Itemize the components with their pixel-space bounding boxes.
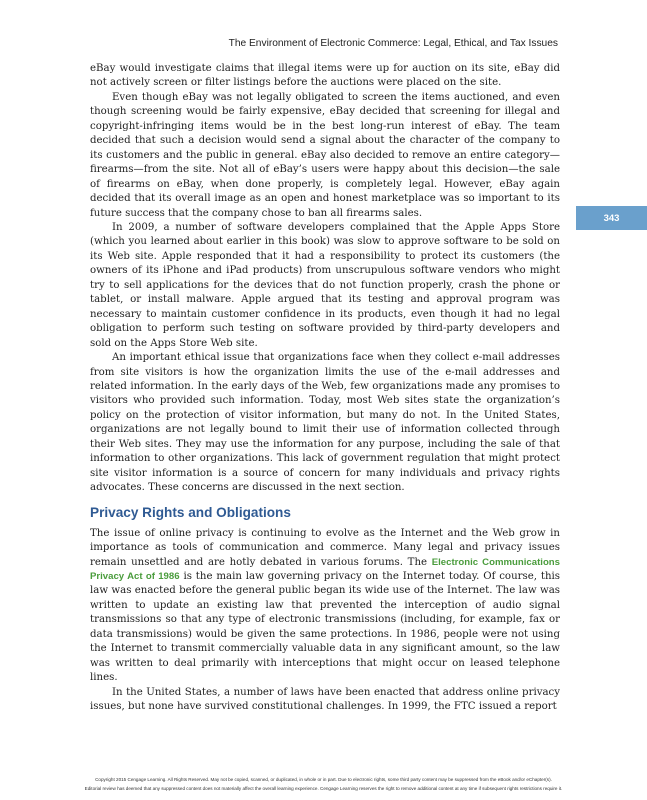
paragraph-us-laws: In the United States, a number of laws have been enacted that address online privacy issues, but none have survived constitutional challenges. In 1999, the FTC issued a report <box>90 686 560 713</box>
section-heading: Privacy Rights and Obligations <box>90 504 291 520</box>
copyright-footer <box>0 776 647 793</box>
paragraph-apple-apps-store: In 2009, a number of software developers complained that the Apple Apps Store (which you learned about earlier in this book) was slow to approve software to be sold on its Web site. Apple responded that it had a responsibility to protect its customers (the owners of its iPhone and iPad products) from unscrupulous software vendors who might try to sell applications for the devices that do not function properly, crash the phone or tablet, or install malware. Apple argued that its testing and approval program was necessary to maintain customer confidence in its products, even though it had no legal obligation to perform such testing on software provided by third-party developers and sold on the Apps Store Web site. <box>90 221 560 349</box>
page-number: 343 <box>603 212 620 224</box>
paragraph-ebay-screening: Even though eBay was not legally obligated to screen the items auctioned, and even though screening would be fairly expensive, eBay decided that screening for illegal and copyright-infringing items would be in the best long-run interest of eBay. The team decided that such a decision would send a signal about the character of the company to its customers and the public in general. eBay also decided to remove an entire category—firearms—from the site. Not all of eBay’s users were happy about this decision—the sale of firearms on eBay, when done properly, is completely legal. However, eBay again decided that its overall image as an open and honest marketplace was so important to its future success that the company chose to ban all firearms sales. <box>90 91 560 219</box>
privacy-text-before: The issue of online privacy is continuing to evolve as the Internet and the Web grow in importance as tools of communication and commerce. Many legal and privacy issues remain unsettled and are hotly debated in various forums. The <box>90 527 560 568</box>
copyright-line-2: Editorial review has deemed that any suppressed content does not materially affect the overall learning experience. Cengage Learning reserves the right to remove additional content at any time if subsequent rights restrictions require it. <box>84 785 563 791</box>
running-header: The Environment of Electronic Commerce: Legal, Ethical, and Tax Issues <box>228 38 558 49</box>
privacy-text-after: is the main law governing privacy on the Internet today. Of course, this law was enacted before the general public began its wide use of the Internet. The law was written to update an existing law that prevented the interception of audio signal transmissions so that any type of electronic transmissions (including, for example, fax or data transmissions) would be given the same protections. In 1986, people were not using the Internet to transmit commercially valuable data in any significant amount, so the law was written to deal primarily with interceptions that might occur on leased telephone lines. <box>90 570 561 684</box>
paragraph-privacy <box>90 527 560 686</box>
paragraph-email-ethics: An important ethical issue that organizations face when they collect e-mail addresses from site visitors is how the organization limits the use of the e-mail addresses and related information. In the early days of the Web, few organizations made any promises to visitors who provided such information. Today, most Web sites state the organization’s policy on the protection of visitor information, but many do not. In the United States, organizations are not legally bound to limit their use of information collected through their Web sites. They may use the information for any purpose, including the sale of that information to other organizations. This lack of government regulation that might protect site visitor information is a source of concern for many individuals and privacy rights advocates. These concerns are discussed in the next section. <box>90 352 560 494</box>
paragraph-continued: eBay would investigate claims that illegal items were up for auction on its site, eBay did not actively screen or filter listings before the auctions were placed on the site. <box>90 63 560 89</box>
key-term-ecpa: Electronic Communications Privacy Act of 1986 <box>90 556 560 582</box>
page-number-tab <box>576 206 647 230</box>
body-text <box>90 62 560 714</box>
copyright-line-1: Copyright 2015 Cengage Learning. All Rights Reserved. May not be copied, scanned, or duplicated, in whole or in part. Due to electronic rights, some third party content may be suppressed from the eBook and/or eChapter(s). <box>95 777 552 782</box>
